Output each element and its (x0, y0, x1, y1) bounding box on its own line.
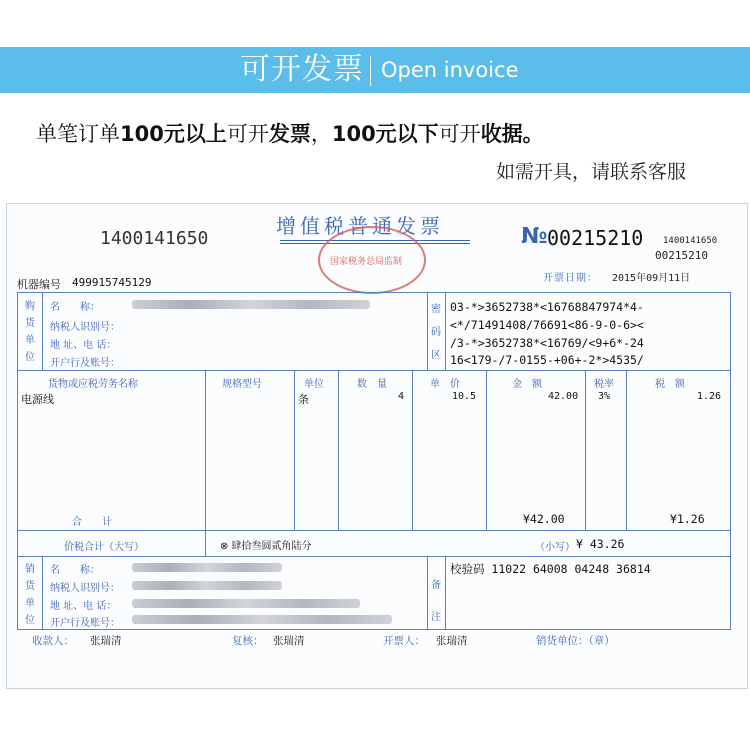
seller-stamp-label: 销货单位：（章） (536, 635, 615, 647)
col-qty-header: 数 量 (357, 379, 387, 390)
cipher-line: 03-*>3652738*<16768847974*4- (450, 300, 644, 314)
remark-label: 备注 (431, 580, 441, 623)
grid-line (42, 556, 43, 630)
total-label: 合 计 (72, 517, 112, 528)
row-amount: 42.00 (548, 391, 579, 402)
header-banner (0, 47, 750, 93)
seller-bank-label: 开户行及账号： (50, 618, 120, 629)
grid-line (445, 556, 446, 630)
grid-line (294, 370, 295, 530)
col-rate-header: 税率 (594, 379, 614, 390)
note-part: 可开 (438, 122, 481, 146)
seller-taxid-label: 纳税人识别号： (50, 583, 120, 594)
note-part: 可开 (226, 122, 269, 146)
col-unit-header: 单位 (304, 379, 324, 390)
redacted-seller-name (132, 563, 282, 572)
grid-line (445, 292, 446, 370)
note-part: 收据。 (480, 122, 544, 146)
grid-line (626, 370, 627, 530)
seller-address-label: 地 址、电 话： (50, 601, 117, 612)
invoice-number-small: 00215210 (655, 249, 708, 262)
grid-line (42, 292, 43, 370)
cipher-line: <*/71491408/76691<86-9-0-6>< (450, 318, 644, 332)
note-part: 100元以上 (120, 122, 227, 146)
grid-line (427, 292, 428, 370)
machine-number: 499915745129 (72, 276, 152, 289)
row-unit: 条 (298, 393, 309, 406)
row-qty: 4 (398, 391, 405, 402)
redacted-seller-bank (132, 615, 392, 624)
invoice-code-small: 1400141650 (663, 236, 718, 246)
grand-total-label: 价税合计（大写） (64, 542, 144, 553)
check-code: 校验码 11022 64008 04248 36814 (450, 562, 651, 576)
note-part: ， (310, 122, 332, 146)
seller-side-label: 销货单位 (25, 564, 35, 626)
grand-total-small: ¥ 43.26 (576, 537, 625, 551)
total-tax: ¥1.26 (670, 512, 705, 526)
number-sign: № (521, 224, 548, 249)
issue-date: 2015年09月11日 (612, 273, 691, 284)
grid-line (17, 530, 731, 531)
cipher-area-label: 密码区 (431, 304, 441, 361)
invoice-title: 增值税普通发票 (276, 214, 444, 238)
machine-number-label: 机器编号 (17, 278, 61, 291)
grid-line (17, 370, 731, 371)
buyer-bank-label: 开户行及账号： (50, 358, 120, 369)
banner-title-en: Open invoice (381, 58, 519, 82)
col-spec-header: 规格型号 (222, 379, 262, 390)
grid-line (427, 556, 428, 630)
total-amount: ¥42.00 (523, 512, 565, 526)
redacted-seller-address (132, 599, 360, 608)
buyer-address-label: 地 址、电 话： (50, 340, 117, 351)
issue-date-label: 开票日期： (543, 273, 598, 284)
invoice-policy-note (36, 118, 544, 148)
reviewer-label: 复核： (232, 635, 264, 647)
row-rate: 3% (598, 391, 611, 402)
seal-text: 国家税务总局监制 (330, 257, 403, 267)
contact-service-note: 如需开具，请联系客服 (496, 161, 687, 183)
grid-line (486, 370, 487, 530)
buyer-taxid-label: 纳税人识别号： (50, 322, 120, 333)
grand-total-small-label: （小写） (535, 542, 575, 553)
cipher-line: 16<179-/7-0155-+06+-2*>4535/ (450, 353, 644, 367)
note-part: 100元以下 (331, 122, 439, 146)
col-price-header: 单 价 (430, 379, 460, 390)
buyer-side-label: 购货单位 (25, 301, 35, 363)
seller-name-label: 名 称： (50, 565, 100, 576)
row-item: 电源线 (21, 393, 54, 406)
note-part: 单笔订单 (36, 122, 120, 146)
banner-title: 可开发票 (240, 52, 364, 87)
invoice-code: 1400141650 (100, 228, 209, 249)
payee-label: 收款人： (32, 635, 74, 647)
drawer-name: 张瑞清 (436, 635, 468, 647)
row-price: 10.5 (452, 391, 477, 402)
drawer-label: 开票人： (383, 635, 425, 647)
redacted-buyer-name (132, 300, 370, 309)
redacted-seller-taxid (132, 581, 282, 590)
grid-line (412, 370, 413, 530)
grand-total-words: ⊗ 肆拾叁圆贰角陆分 (220, 541, 312, 552)
buyer-name-label: 名 称： (50, 302, 100, 313)
grid-line (205, 370, 206, 556)
reviewer-name: 张瑞清 (273, 635, 305, 647)
grid-line (17, 556, 731, 557)
col-tax-header: 税 额 (655, 379, 685, 390)
note-part: 发票 (268, 122, 311, 146)
col-item-header: 货物或应税劳务名称 (48, 379, 138, 390)
payee-name: 张瑞清 (90, 635, 122, 647)
grid-line (585, 370, 586, 530)
grid-line (338, 370, 339, 530)
invoice-number: 00215210 (547, 226, 644, 250)
banner-divider (370, 56, 371, 86)
cipher-line: /3-*>3652738*<16769/<9+6*-24 (450, 336, 644, 350)
row-tax: 1.26 (697, 391, 722, 402)
col-amount-header: 金 额 (512, 379, 542, 390)
